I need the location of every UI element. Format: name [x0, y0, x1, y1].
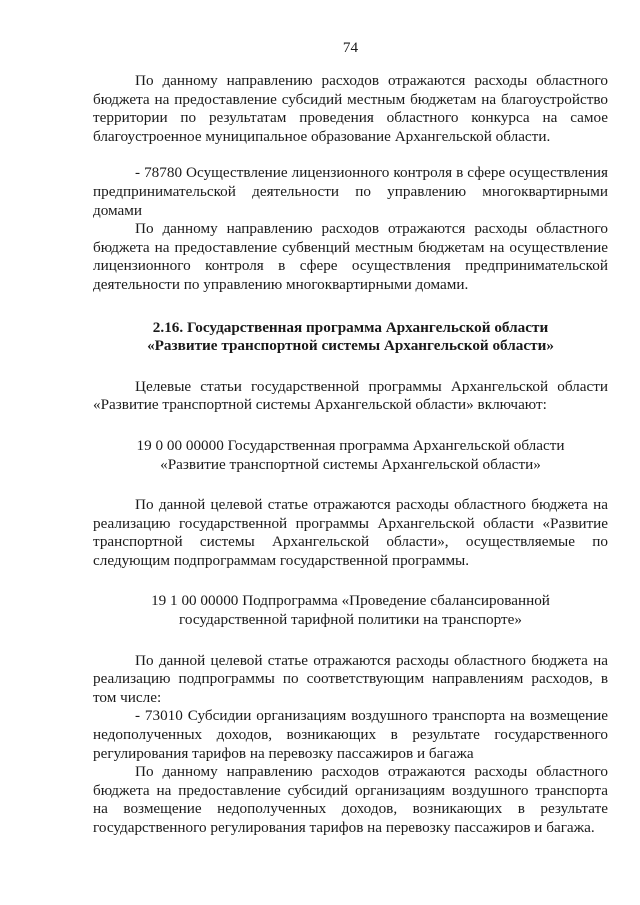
paragraph-program-expenses: По данной целевой статье отражаются расходы областного бюджета на реализацию государственной программы Архангельской области «Развитие транспортной системы Архангельской области», осуществляемые по следующим подпрограммам государственной программы.: [93, 496, 608, 569]
paragraph-air-transport-subsidy: По данному направлению расходов отражаются расходы областного бюджета на предоставление субсидий организациям воздушного транспорта на возмещение недополученных доходов, возникающих в результате государственного регулирования тарифов на перевозку пассажиров и багажа.: [93, 763, 608, 836]
paragraph-subprogram-expenses: По данной целевой статье отражаются расходы областного бюджета на реализацию подпрограммы по соответствующим направлениям расходов, в том числе:: [93, 651, 608, 706]
paragraph-licensing-control: По данному направлению расходов отражаются расходы областного бюджета на предоставление субвенций местным бюджетам на осуществление лицензионного контроля в сфере осуществления предпринимательской деятельности по управлению многоквартирными домами.: [93, 220, 608, 293]
paragraph-target-articles: Целевые статьи государственной программы Архангельской области «Развитие транспортной системы Архангельской области» включают:: [93, 377, 608, 414]
code-19-line1: 19 0 00 00000 Государственная программа Архангельской области: [136, 436, 565, 454]
code-191-heading: [93, 592, 608, 629]
code-19-heading: [93, 437, 608, 474]
code-191-line2: государственной тарифной политики на транспорте»: [179, 611, 522, 629]
section-heading-line2: «Развитие транспортной системы Архангельской области»: [147, 337, 554, 355]
code-19-line2: «Развитие транспортной системы Архангельской области»: [160, 455, 541, 473]
paragraph-subsidy-improvement: По данному направлению расходов отражаются расходы областного бюджета на предоставление субсидий местным бюджетам на благоустройство территории по результатам проведения областного конкурса на самое благоустроенное муниципальное образование Архангельской области.: [93, 72, 608, 145]
section-heading-line1: 2.16. Государственная программа Архангельской области: [152, 318, 549, 336]
page-number: 74: [342, 39, 359, 56]
section-heading: [93, 319, 608, 356]
code-191-line1: 19 1 00 00000 Подпрограмма «Проведение сбалансированной: [151, 592, 550, 610]
item-73010: - 73010 Субсидии организациям воздушного транспорта на возмещение недополученных доходов, возникающих в результате государственного регулирования тарифов на перевозку пассажиров и багажа: [93, 707, 608, 762]
item-78780: - 78780 Осуществление лицензионного контроля в сфере осуществления предпринимательской деятельности по управлению многоквартирными домами: [93, 164, 608, 219]
